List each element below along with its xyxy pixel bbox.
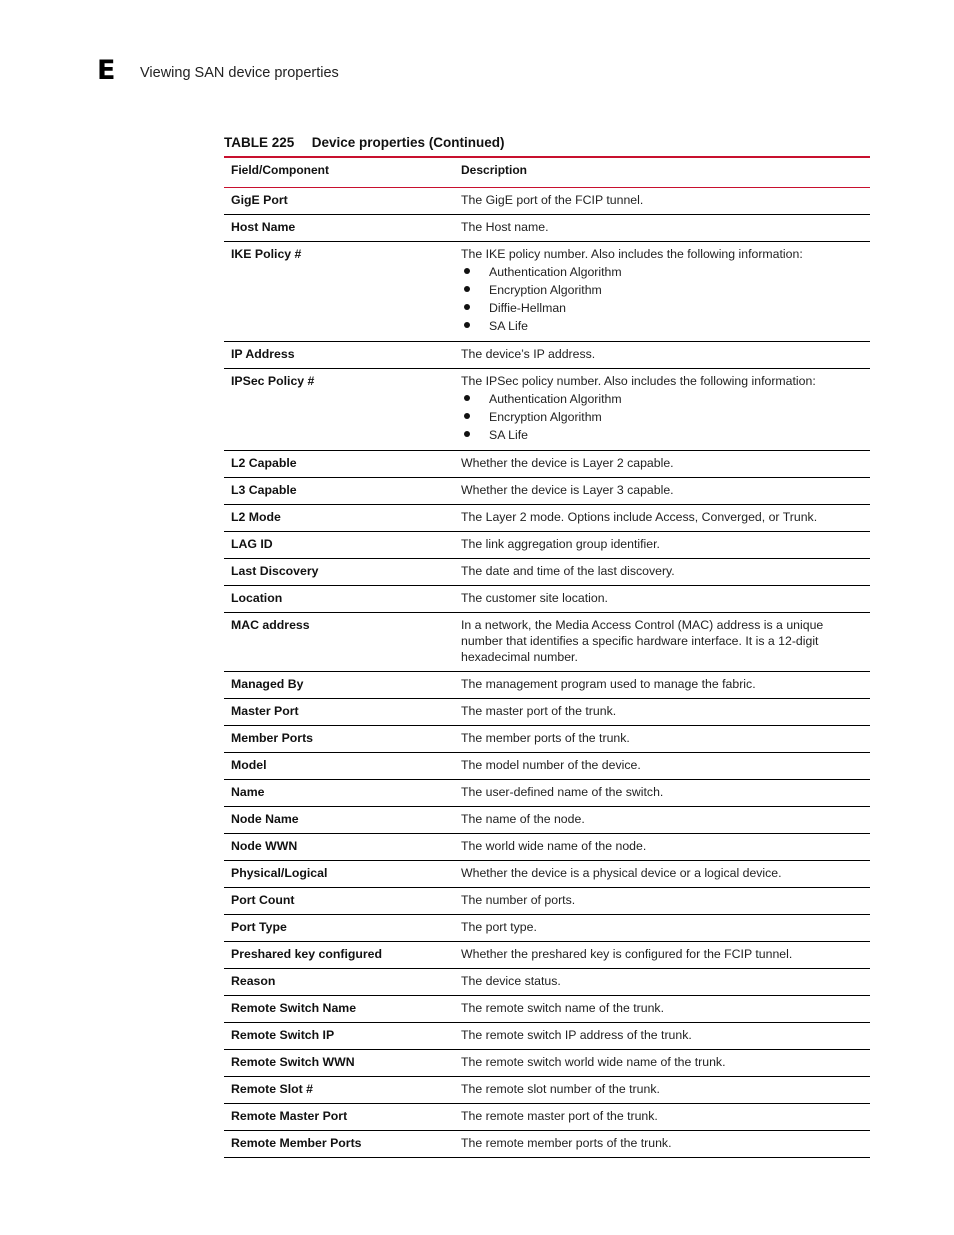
table-row [224,807,870,834]
bullet-dot-icon [464,268,470,274]
description-cell [454,1050,870,1077]
description-cell [454,1131,870,1158]
description-cell [454,451,870,478]
description-text: Whether the device is Layer 2 capable. [461,456,674,470]
description-text: The remote member ports of the trunk. [461,1136,672,1150]
field-name-cell: Remote Master Port [231,1109,348,1123]
table-row [224,478,870,505]
description-text: The customer site location. [461,591,608,605]
description-cell [454,559,870,586]
description-cell [454,780,870,807]
field-name-cell: Remote Switch IP [231,1028,335,1042]
description-text: The device status. [461,974,561,988]
description-cell [454,942,870,969]
field-name-cell: Remote Switch WWN [231,1055,355,1069]
field-name-cell: Preshared key configured [231,947,383,961]
table-row [224,369,870,451]
table-row [224,505,870,532]
table-row [224,969,870,996]
table-row [224,1023,870,1050]
field-name-cell: Host Name [231,220,296,234]
description-cell [454,505,870,532]
bullet-item [461,281,863,299]
description-text: The management program used to manage the fabric. [461,677,756,691]
description-cell [454,1104,870,1131]
field-name-cell: L2 Capable [231,456,297,470]
field-name-cell: Remote Slot # [231,1082,313,1096]
field-name-cell: Remote Switch Name [231,1001,357,1015]
description-text: The IPSec policy number. Also includes the following information: [461,374,816,388]
description-text: The number of ports. [461,893,576,907]
description-text: The link aggregation group identifier. [461,537,660,551]
field-name-cell: L3 Capable [231,483,297,497]
table-row [224,780,870,807]
bullet-text: Encryption Algorithm [489,410,602,424]
description-text: The date and time of the last discovery. [461,564,675,578]
table-row [224,215,870,242]
bullet-text: Authentication Algorithm [489,392,622,406]
column-header-description: Description [461,163,528,177]
bullet-item [461,426,863,444]
description-cell [454,1023,870,1050]
table-row [224,242,870,342]
table-row [224,532,870,559]
device-properties-table [224,156,870,1158]
description-cell [454,478,870,505]
description-cell [454,915,870,942]
bullet-text: SA Life [489,428,528,442]
bullet-item [461,390,863,408]
description-cell [454,613,870,672]
field-name-cell: Last Discovery [231,564,319,578]
table-row [224,726,870,753]
bullet-item [461,317,863,335]
field-name-cell: Member Ports [231,731,314,745]
description-cell [454,834,870,861]
field-name-cell: Remote Member Ports [231,1136,362,1150]
description-cell [454,807,870,834]
field-name-cell: MAC address [231,618,310,632]
description-text: The port type. [461,920,537,934]
running-head-title: Viewing SAN device properties [140,65,339,81]
table-body [224,188,870,1158]
bullet-list [461,263,863,335]
description-cell [454,532,870,559]
description-cell [454,188,870,215]
field-name-cell: IPSec Policy # [231,374,315,388]
table-row [224,586,870,613]
table-row [224,1077,870,1104]
description-cell [454,888,870,915]
table-title: Device properties (Continued) [311,135,505,150]
bullet-dot-icon [464,286,470,292]
description-text: The remote master port of the trunk. [461,1109,658,1123]
description-text: The Host name. [461,220,549,234]
description-text: The remote switch IP address of the trunk. [461,1028,692,1042]
description-cell [454,969,870,996]
field-name-cell: Reason [231,974,276,988]
table-number: TABLE 225 [224,135,295,150]
chapter-letter: E [97,55,116,86]
table-row [224,451,870,478]
field-name-cell: IP Address [231,347,295,361]
table-row [224,942,870,969]
description-cell [454,699,870,726]
description-cell [454,726,870,753]
bullet-dot-icon [464,322,470,328]
table-row [224,188,870,215]
table-header-row [224,157,870,188]
field-name-cell: Location [231,591,283,605]
table-row [224,672,870,699]
table-row [224,342,870,369]
table-row [224,1131,870,1158]
field-name-cell: Node Name [231,812,299,826]
description-cell [454,672,870,699]
description-cell [454,586,870,613]
description-text: The Layer 2 mode. Options include Access, Converged, or Trunk. [461,510,818,524]
description-text: Whether the preshared key is configured for the FCIP tunnel. [461,947,793,961]
description-text: The world wide name of the node. [461,839,647,853]
bullet-dot-icon [464,304,470,310]
description-cell [454,342,870,369]
table-row [224,1050,870,1077]
description-text: The name of the node. [461,812,585,826]
description-cell [454,242,870,342]
description-cell [454,861,870,888]
description-text: The user-defined name of the switch. [461,785,664,799]
field-name-cell: Physical/Logical [231,866,328,880]
description-text: The GigE port of the FCIP tunnel. [461,193,644,207]
table-row [224,996,870,1023]
table-caption [224,135,505,150]
bullet-item [461,299,863,317]
description-text: The IKE policy number. Also includes the following information: [461,247,803,261]
description-text: The device’s IP address. [461,347,596,361]
table-row [224,1104,870,1131]
field-name-cell: GigE Port [231,193,288,207]
description-text: The model number of the device. [461,758,641,772]
field-name-cell: Managed By [231,677,304,691]
description-cell [454,1077,870,1104]
table-row [224,915,870,942]
table-row [224,613,870,672]
description-cell [454,996,870,1023]
description-cell [454,215,870,242]
bullet-item [461,263,863,281]
bullet-item [461,408,863,426]
description-text: The remote switch name of the trunk. [461,1001,664,1015]
field-name-cell: IKE Policy # [231,247,302,261]
field-name-cell: LAG ID [231,537,273,551]
bullet-dot-icon [464,395,470,401]
description-text: The member ports of the trunk. [461,731,630,745]
bullet-dot-icon [464,431,470,437]
table-row [224,699,870,726]
description-cell [454,369,870,451]
bullet-text: Authentication Algorithm [489,265,622,279]
bullet-dot-icon [464,413,470,419]
table-row [224,559,870,586]
table-row [224,834,870,861]
field-name-cell: Node WWN [231,839,298,853]
field-name-cell: Port Type [231,920,287,934]
description-cell [454,753,870,780]
bullet-text: SA Life [489,319,528,333]
table-row [224,753,870,780]
description-text: Whether the device is a physical device or a logical device. [461,866,782,880]
field-name-cell: Master Port [231,704,299,718]
description-text: The remote slot number of the trunk. [461,1082,660,1096]
bullet-text: Encryption Algorithm [489,283,602,297]
table-row [224,888,870,915]
description-text: In a network, the Media Access Control (MAC) address is a unique number that identifies a specific hardware interface. It is a 12-digit hexadecimal number. [461,618,824,664]
column-header-field: Field/Component [231,163,329,177]
description-text: The master port of the trunk. [461,704,617,718]
field-name-cell: Port Count [231,893,295,907]
field-name-cell: Name [231,785,265,799]
description-text: The remote switch world wide name of the trunk. [461,1055,726,1069]
table-row [224,861,870,888]
bullet-list [461,390,863,444]
field-name-cell: L2 Mode [231,510,281,524]
field-name-cell: Model [231,758,267,772]
bullet-text: Diffie-Hellman [489,301,566,315]
description-text: Whether the device is Layer 3 capable. [461,483,674,497]
